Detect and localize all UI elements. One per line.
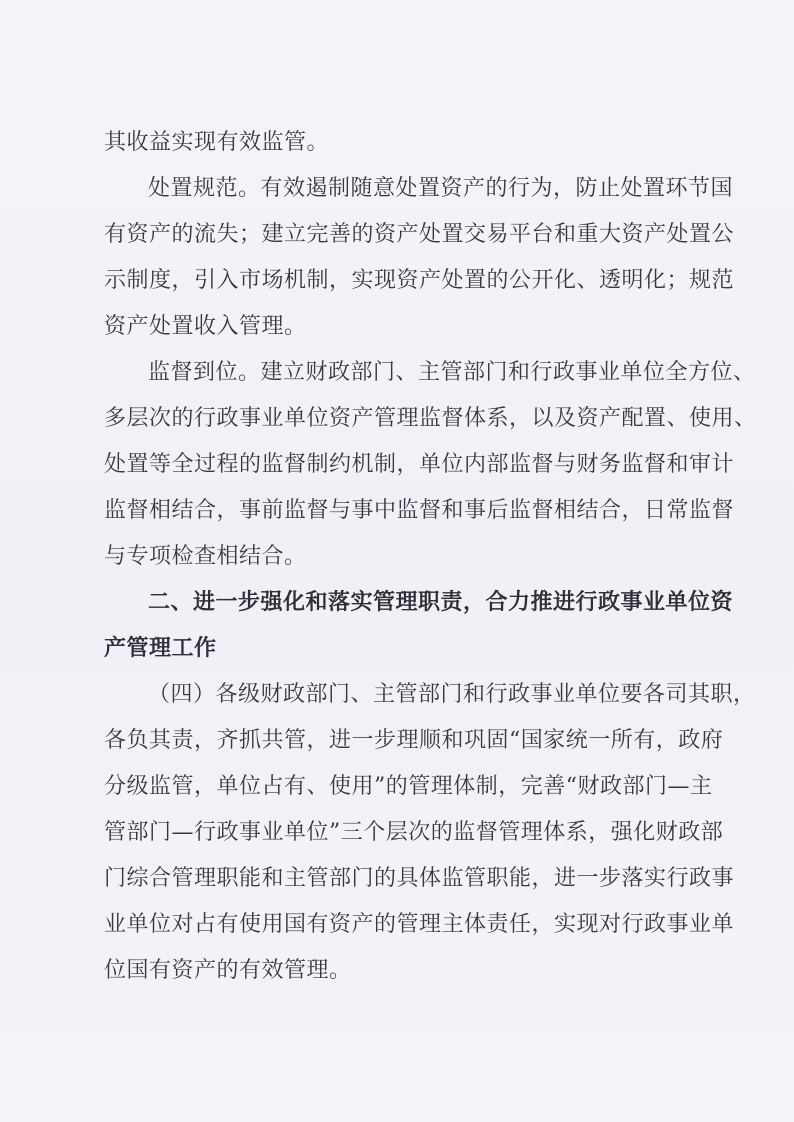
text-line: 其收益实现有效监管。 — [104, 130, 330, 155]
section-heading: 二、进一步强化和落实管理职责，合力推进行政事业单位资 — [148, 590, 734, 615]
text-line: 示制度，引入市场机制，实现资产处置的公开化、透明化；规范 — [104, 268, 735, 293]
text-line: 多层次的行政事业单位资产管理监督体系，以及资产配置、使用、 — [104, 406, 757, 431]
paragraph-first-line: 监督到位。建立财政部门、主管部门和行政事业单位全方位、 — [148, 360, 756, 385]
text-line: 有资产的流失；建立完善的资产处置交易平台和重大资产处置公 — [104, 222, 735, 247]
text-line: 处置等全过程的监督制约机制，单位内部监督与财务监督和审计 — [104, 452, 735, 477]
paragraph-first-line: （四）各级财政部门、主管部门和行政事业单位要各司其职， — [148, 682, 756, 707]
paragraph-first-line: 处置规范。有效遏制随意处置资产的行为，防止处置环节国 — [148, 176, 734, 201]
text-line: 资产处置收入管理。 — [104, 314, 307, 339]
text-line: 位国有资产的有效管理。 — [104, 958, 352, 983]
text-line: 与专项检查相结合。 — [104, 544, 307, 569]
text-line: 门综合管理职能和主管部门的具体监管职能，进一步落实行政事 — [104, 866, 735, 891]
text-line: 分级监管，单位占有、使用”的管理体制，完善“财政部门—主 — [104, 774, 713, 799]
text-line: 监督相结合，事前监督与事中监督和事后监督相结合，日常监督 — [104, 498, 735, 523]
section-heading-continuation: 产管理工作 — [104, 636, 217, 661]
text-line: 业单位对占有使用国有资产的管理主体责任，实现对行政事业单 — [104, 912, 735, 937]
text-line: 管部门—行政事业单位”三个层次的监督管理体系，强化财政部 — [104, 820, 724, 845]
text-line: 各负其责，齐抓共管，进一步理顺和巩固“国家统一所有，政府 — [104, 728, 724, 753]
